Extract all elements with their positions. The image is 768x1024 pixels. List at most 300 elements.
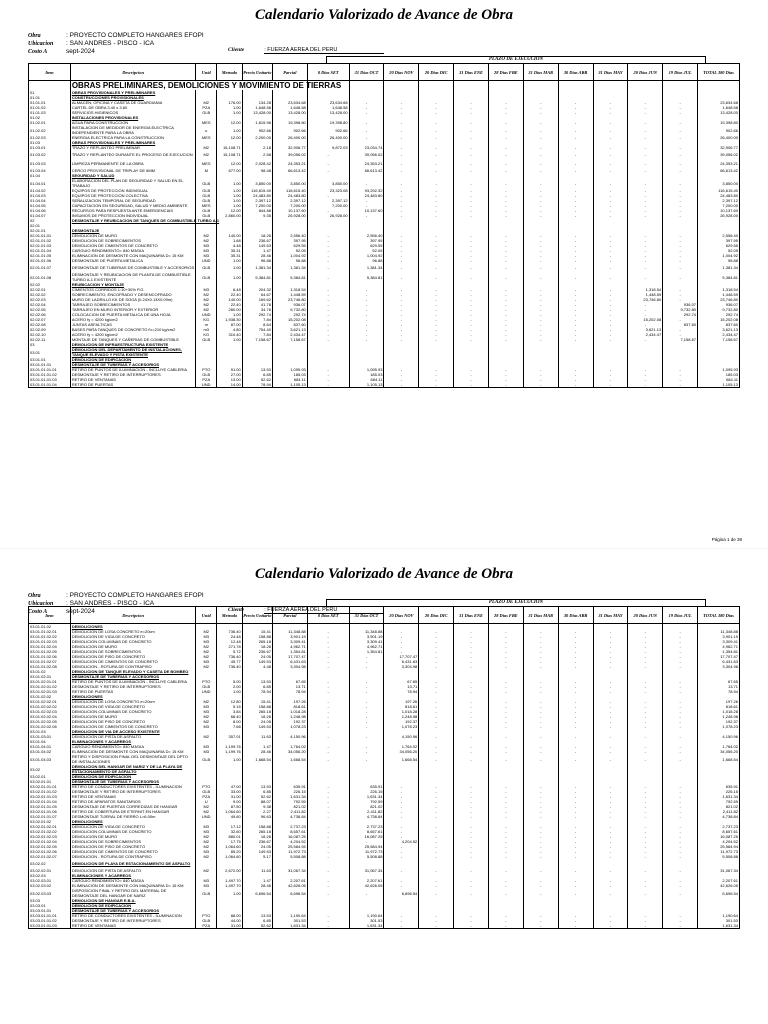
column-header: TOTAL 380 Dias <box>698 607 740 624</box>
period-cell: - <box>593 714 628 719</box>
period-cell: - <box>628 834 663 839</box>
costo-value: sept-2024 <box>66 48 95 55</box>
period-cell: - <box>419 868 454 873</box>
description-cell: AGUA PARA CONSTRUCCION <box>70 120 195 125</box>
total-cell: 1,668.54 <box>698 754 740 764</box>
period-cell: - <box>419 809 454 814</box>
period-cell: - <box>488 193 523 198</box>
period-cell: - <box>593 719 628 724</box>
period-cell: - <box>523 714 558 719</box>
period-cell: - <box>558 372 593 377</box>
period-cell: - <box>488 312 523 317</box>
item-cell: 01.04.01 <box>29 178 71 188</box>
period-cell: - <box>628 208 663 213</box>
period-cell: - <box>384 913 419 918</box>
period-cell: - <box>558 664 593 669</box>
period-cell: 23,746.80 <box>628 297 663 302</box>
period-cell: - <box>384 629 419 634</box>
unit-price-cell: 34.76 <box>242 307 272 312</box>
unit-cell: M2 <box>196 145 217 150</box>
period-cell: 7,200.00 <box>307 203 349 208</box>
period-cell: - <box>628 794 663 799</box>
period-cell: - <box>628 110 663 115</box>
period-cell: - <box>663 714 698 719</box>
period-cell <box>523 859 558 868</box>
quantity-cell: 310.40 <box>217 332 243 337</box>
quantity-cell: 14.00 <box>217 382 243 388</box>
unit-price-cell: 7,200.00 <box>242 203 272 208</box>
unit-price-cell: 134.28 <box>242 100 272 105</box>
description-cell: DEMOLICION DE LOSA CONCRETO e=20cm <box>70 699 195 704</box>
item-cell: 03.02.01.01.02 <box>29 789 71 794</box>
period-cell: - <box>558 198 593 203</box>
obra-label: Obra <box>28 33 41 39</box>
partial-cell: 185.03 <box>272 372 307 377</box>
period-cell: - <box>349 312 384 317</box>
partial-cell: 2,434.47 <box>272 332 307 337</box>
period-cell: - <box>628 829 663 834</box>
item-cell: 03.01.04 <box>29 739 71 744</box>
period-cell: - <box>454 704 489 709</box>
period-cell: 5,508.88 <box>349 854 384 859</box>
partial-cell: 26,928.00 <box>272 213 307 218</box>
period-cell: - <box>663 789 698 794</box>
period-cell: - <box>307 883 349 888</box>
period-cell: - <box>558 824 593 829</box>
column-header: 31 Dias MAY <box>593 607 628 624</box>
table-body <box>29 81 740 388</box>
partial-cell: 3,309.41 <box>272 639 307 644</box>
quantity-cell: 32.60 <box>217 829 243 834</box>
period-cell: - <box>384 243 419 248</box>
period-cell <box>307 764 349 774</box>
period-cell: - <box>384 367 419 372</box>
period-cell: - <box>628 878 663 883</box>
period-cell: - <box>307 839 349 844</box>
period-cell: 1,004.92 <box>349 253 384 258</box>
period-cell: - <box>663 198 698 203</box>
period-cell: - <box>419 312 454 317</box>
period-cell <box>558 764 593 774</box>
partial-cell: 1,648.58 <box>272 105 307 110</box>
period-cell: - <box>628 699 663 704</box>
unit-price-cell: 1.47 <box>242 744 272 749</box>
period-cell: 185.03 <box>349 372 384 377</box>
period-cell: - <box>384 784 419 789</box>
period-cell: - <box>307 159 349 168</box>
period-cell: - <box>307 377 349 382</box>
period-cell: - <box>454 372 489 377</box>
unit-cell: M2 <box>196 664 217 669</box>
partial-cell: 9,732.80 <box>272 307 307 312</box>
partial-cell: 1,190.64 <box>272 913 307 918</box>
description-cell: DEMOLICION DE PISTA DE ASFALTO <box>70 868 195 873</box>
period-cell: - <box>419 659 454 664</box>
period-cell: - <box>307 337 349 342</box>
period-cell: - <box>523 198 558 203</box>
description-cell: ELIMINACIONES Y ACARREOS <box>70 873 195 878</box>
period-cell: - <box>488 704 523 709</box>
unit-cell: M2 <box>196 834 217 839</box>
description-cell: RETIRO DE COBERTURA DE ETERNIT EN HANGAR <box>70 809 195 814</box>
period-cell: - <box>488 213 523 218</box>
period-cell: - <box>628 233 663 238</box>
period-cell: - <box>523 654 558 659</box>
partial-cell: 197.26 <box>272 699 307 704</box>
period-cell: - <box>349 749 384 754</box>
column-header: Precio Unitario <box>242 607 272 624</box>
period-cell: - <box>488 243 523 248</box>
description-cell: CAPACITACION EN SEGURIDAD, SALUD Y MEDIO AMBIENTE <box>70 203 195 208</box>
unit-cell: M3 <box>196 287 217 292</box>
item-cell: 03.03.01 <box>29 903 71 908</box>
partial-cell: 19,398.80 <box>272 120 307 125</box>
period-cell: - <box>419 193 454 198</box>
quantity-cell: 271.78 <box>217 644 243 649</box>
period-cell: - <box>628 849 663 854</box>
period-cell: - <box>454 664 489 669</box>
unit-cell: M <box>196 168 217 173</box>
quantity-cell <box>217 764 243 774</box>
period-cell: - <box>454 804 489 809</box>
period-cell: - <box>384 834 419 839</box>
partial-cell: 5,384.81 <box>272 272 307 282</box>
period-cell: - <box>663 679 698 684</box>
total-cell: 32,906.77 <box>698 145 740 150</box>
period-cell: - <box>307 794 349 799</box>
period-cell: - <box>593 292 628 297</box>
total-cell <box>698 764 740 774</box>
period-cell: - <box>628 188 663 193</box>
period-cell: - <box>419 263 454 272</box>
period-cell: - <box>663 193 698 198</box>
total-cell: 192.37 <box>698 719 740 724</box>
partial-cell: 3,901.19 <box>272 634 307 639</box>
partial-cell: 1,381.34 <box>272 263 307 272</box>
period-cell: - <box>454 208 489 213</box>
total-cell: 4,738.84 <box>698 814 740 819</box>
period-cell: - <box>628 724 663 729</box>
unit-cell: M2 <box>196 804 217 809</box>
partial-cell: 11,348.88 <box>272 629 307 634</box>
period-cell: - <box>454 233 489 238</box>
unit-cell: M2 <box>196 238 217 243</box>
page-separator <box>0 548 768 549</box>
description-cell: DEMOLICIONES <box>70 694 195 699</box>
item-cell: 02.02.01 <box>29 287 71 292</box>
period-cell: - <box>523 749 558 754</box>
period-cell: - <box>419 709 454 714</box>
period-cell: - <box>558 809 593 814</box>
period-cell: - <box>663 704 698 709</box>
period-cell: - <box>663 135 698 140</box>
period-cell: - <box>307 918 349 923</box>
period-cell: 26,928.00 <box>307 213 349 218</box>
period-cell: - <box>307 923 349 929</box>
description-cell: DEMOLICION DE CIMIENTOS DE CONCRETO <box>70 849 195 854</box>
quantity-cell: 880.01 <box>217 834 243 839</box>
period-cell: - <box>558 159 593 168</box>
unit-cell: GLB <box>196 918 217 923</box>
period-cell: - <box>663 105 698 110</box>
period-cell: - <box>593 704 628 709</box>
period-cell: - <box>663 923 698 929</box>
total-cell: 185.03 <box>698 372 740 377</box>
period-cell: 9,732.80 <box>663 307 698 312</box>
period-cell: - <box>558 337 593 342</box>
total-cell <box>698 81 740 91</box>
item-cell: 02.02.07 <box>29 317 71 322</box>
period-cell: - <box>593 734 628 739</box>
period-cell: - <box>454 799 489 804</box>
period-cell: - <box>488 878 523 883</box>
period-cell: - <box>384 233 419 238</box>
period-cell: - <box>558 322 593 327</box>
total-cell: 78.94 <box>698 689 740 694</box>
period-cell: - <box>558 243 593 248</box>
total-cell: 5,384.81 <box>698 272 740 282</box>
period-cell: - <box>663 263 698 272</box>
period-cell: - <box>558 704 593 709</box>
total-cell: 7,158.67 <box>698 337 740 342</box>
column-header: Item <box>29 607 71 624</box>
description-cell: DESMONTAJE DE TUBERIAS Y ACCESORIOS <box>70 908 195 913</box>
period-cell: - <box>628 367 663 372</box>
period-cell: - <box>419 794 454 799</box>
period-cell: - <box>663 243 698 248</box>
total-cell: 1,248.98 <box>698 714 740 719</box>
period-cell: - <box>628 253 663 258</box>
period-cell: - <box>384 188 419 193</box>
period-cell: - <box>558 868 593 873</box>
period-cell: - <box>454 654 489 659</box>
partial-cell: 1,631.34 <box>272 794 307 799</box>
period-cell: - <box>384 809 419 814</box>
period-cell: - <box>663 809 698 814</box>
costo-label: Costo A <box>28 49 48 55</box>
partial-cell: 818.61 <box>272 704 307 709</box>
period-cell: - <box>558 794 593 799</box>
period-cell: - <box>488 699 523 704</box>
period-cell: - <box>419 287 454 292</box>
period-cell: - <box>523 834 558 839</box>
period-cell: - <box>488 337 523 342</box>
total-cell: 8,657.61 <box>698 829 740 834</box>
period-cell: - <box>307 814 349 819</box>
period-cell: - <box>663 794 698 799</box>
quantity-cell: 1.00 <box>217 110 243 115</box>
item-cell: 03.03.01.01 <box>29 908 71 913</box>
period-cell: - <box>558 784 593 789</box>
partial-cell: 1,448.59 <box>272 292 307 297</box>
period-cell: - <box>628 664 663 669</box>
period-cell: - <box>384 337 419 342</box>
period-cell: - <box>558 844 593 849</box>
period-cell: - <box>628 372 663 377</box>
item-cell: 03.01.02.02.01 <box>29 699 71 704</box>
period-cell: - <box>419 849 454 854</box>
period-cell: - <box>384 923 419 929</box>
total-cell: 3,850.00 <box>698 178 740 188</box>
period-cell: 23,034.74 <box>349 145 384 150</box>
period-cell: - <box>663 754 698 764</box>
period-cell: - <box>349 332 384 337</box>
description-cell: DESMONTAJE Y RETIRO DE INTERRUPTORES <box>70 372 195 377</box>
period-cell: - <box>628 754 663 764</box>
period-cell: - <box>454 878 489 883</box>
period-cell: 26,400.00 <box>307 135 349 140</box>
period-cell: - <box>593 679 628 684</box>
period-cell: - <box>628 634 663 639</box>
ubicacion-label: Ubicacion <box>28 41 54 47</box>
period-cell: 4,962.71 <box>349 644 384 649</box>
description-cell: MONTAJE DE TANQUES Y CAÑERIAS DE COMBUSTIBLE <box>70 337 195 342</box>
partial-cell: 31,067.34 <box>272 868 307 873</box>
unit-price-cell: 24.05 <box>242 844 272 849</box>
unit-price-cell: 2.27 <box>242 809 272 814</box>
period-cell: 792.59 <box>349 799 384 804</box>
description-cell: DESMONTAJE TIJERAL DE FIERRO L=6.00m <box>70 814 195 819</box>
total-cell: 936.07 <box>698 302 740 307</box>
period-cell: - <box>593 883 628 888</box>
description-cell: DEMOLICIONES <box>70 624 195 630</box>
plazo-header: PLAZO DE EJECUCION <box>326 56 706 64</box>
partial-cell: 4,150.96 <box>272 734 307 739</box>
period-cell: - <box>488 327 523 332</box>
period-cell: - <box>558 684 593 689</box>
total-cell: 629.55 <box>698 243 740 248</box>
period-cell: - <box>419 243 454 248</box>
period-cell: - <box>593 839 628 844</box>
description-cell: DESMONTAJE Y REUBICACION DE TANQUES DE COMBUSTIBLE TURBO A-1 <box>71 218 220 223</box>
partial-cell: 1,004.92 <box>272 253 307 258</box>
period-cell: 3,304.98 <box>384 664 419 669</box>
period-cell: - <box>488 799 523 804</box>
item-cell: 03 <box>29 342 71 347</box>
period-cell: - <box>628 719 663 724</box>
total-cell: 3,304.98 <box>698 664 740 669</box>
period-cell: - <box>523 684 558 689</box>
page-2 <box>0 552 768 1024</box>
period-cell: - <box>663 888 698 898</box>
period-cell: - <box>523 659 558 664</box>
period-cell: 25,584.94 <box>349 844 384 849</box>
total-cell: 792.59 <box>698 799 740 804</box>
period-cell: - <box>628 120 663 125</box>
period-cell: - <box>628 105 663 110</box>
description-cell: ELIMINACION DE DESMONTE CON MAQUINARIA D= 15 KM <box>70 749 195 754</box>
unit-price-cell: 15.41 <box>242 629 272 634</box>
period-cell: - <box>663 317 698 322</box>
period-cell: - <box>628 213 663 218</box>
period-cell: 52.05 <box>349 248 384 253</box>
period-cell <box>663 764 698 774</box>
period-cell: - <box>349 287 384 292</box>
unit-price-cell: 13.53 <box>242 913 272 918</box>
description-cell: RETIRO DE VENTANAS <box>70 377 195 382</box>
description-cell: DEMOLICION COLUMNAS DE CONCRETO <box>70 829 195 834</box>
period-cell: - <box>419 754 454 764</box>
period-cell: - <box>488 824 523 829</box>
quantity-cell: 1.00 <box>217 125 243 135</box>
period-cell: - <box>419 839 454 844</box>
period-cell: - <box>307 878 349 883</box>
unit-cell: M2 <box>196 629 217 634</box>
partial-cell: 3,850.00 <box>272 178 307 188</box>
period-cell: - <box>488 253 523 258</box>
description-cell: DESMONTAJE DE PUERTAS CORREDIZAS DE HANGAR <box>70 804 195 809</box>
unit-price-cell: 265.18 <box>242 709 272 714</box>
period-cell: - <box>307 809 349 814</box>
unit-cell: M2 <box>196 734 217 739</box>
quantity-cell: 357.01 <box>217 734 243 739</box>
period-cell: - <box>488 913 523 918</box>
unit-cell: UND <box>196 312 217 317</box>
period-cell: - <box>593 804 628 809</box>
description-cell: BASES PARA TANQUES DE CONCRETO f'c=210 kg/cm2 <box>70 327 195 332</box>
description-cell: TRAZO Y REPLANTEO PRELIMINAR <box>70 145 195 150</box>
quantity-cell: 1,064.60 <box>217 844 243 849</box>
partial-cell <box>272 764 307 774</box>
total-cell: 902.66 <box>698 125 740 135</box>
description-cell: TRAZO Y REPLANTEO DURANTE EL PROCESO DE EJECUCION <box>70 150 195 159</box>
period-cell: 197.26 <box>384 699 419 704</box>
period-cell: - <box>558 253 593 258</box>
item-cell: 03.01.01.01.04 <box>29 382 71 388</box>
period-cell: - <box>488 854 523 859</box>
ubicacion-value: : SAN ANDRES - PISCO - ICA <box>66 40 155 47</box>
period-cell: 1,631.34 <box>349 923 384 929</box>
item-cell: 03.01.02.01.03 <box>29 689 71 694</box>
period-cell: - <box>593 849 628 854</box>
period-cell: - <box>628 238 663 243</box>
quantity-cell: 85.20 <box>217 849 243 854</box>
unit-cell: M3 <box>196 659 217 664</box>
item-cell: 03.02.01.02.04 <box>29 839 71 844</box>
item-cell: 03.02.01.02.05 <box>29 844 71 849</box>
period-cell: - <box>307 649 349 654</box>
period-cell: - <box>349 654 384 659</box>
unit-cell: M3 <box>196 878 217 883</box>
partial-cell: 821.02 <box>272 804 307 809</box>
period-cell: - <box>349 679 384 684</box>
total-cell: 2,434.47 <box>698 332 740 337</box>
period-cell: - <box>593 754 628 764</box>
period-cell: - <box>488 238 523 243</box>
period-cell: - <box>523 100 558 105</box>
description-cell: RETIRO Y DISPOSICION FINAL DEL DESMONTAJE DEL DPTO DE INSTALACIONES <box>70 754 195 764</box>
partial-cell: 936.07 <box>272 302 307 307</box>
period-cell: - <box>628 784 663 789</box>
description-cell: SEGURIDAD Y SALUD <box>70 173 195 178</box>
period-cell: 1,018.28 <box>384 709 419 714</box>
period-cell <box>419 859 454 868</box>
period-cell <box>593 859 628 868</box>
schedule-table <box>28 63 740 388</box>
quantity-cell: 13.00 <box>217 377 243 382</box>
column-header: 31 Dias MAY <box>593 64 628 81</box>
period-cell: - <box>558 629 593 634</box>
total-cell: 4,150.96 <box>698 734 740 739</box>
period-cell: 1,764.02 <box>384 744 419 749</box>
period-cell: - <box>454 844 489 849</box>
unit-price-cell: 24.05 <box>242 719 272 724</box>
period-cell: - <box>593 629 628 634</box>
period-cell: 2,411.82 <box>349 809 384 814</box>
unit-cell: M3 <box>196 253 217 258</box>
quantity-cell: 17.75 <box>217 839 243 844</box>
period-cell: - <box>663 213 698 218</box>
